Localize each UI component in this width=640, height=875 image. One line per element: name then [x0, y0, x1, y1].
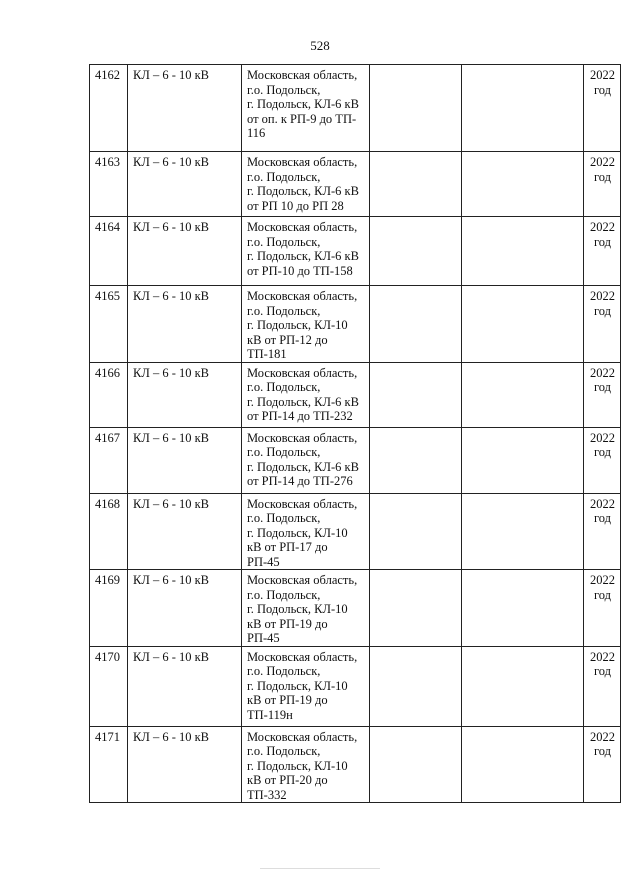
empty-cell: [462, 427, 584, 493]
address-line: г.о. Подольск,: [247, 664, 321, 678]
line-type-cell: КЛ – 6 - 10 кВ: [128, 65, 242, 152]
empty-cell: [370, 65, 462, 152]
line-type-cell: КЛ – 6 - 10 кВ: [128, 152, 242, 217]
empty-cell: [370, 217, 462, 286]
line-type-cell: КЛ – 6 - 10 кВ: [128, 217, 242, 286]
row-number-cell: 4164: [90, 217, 128, 286]
address-line: от РП 10 до РП 28: [247, 198, 344, 213]
row-number-cell: 4162: [90, 65, 128, 152]
address-cell: [242, 286, 370, 363]
address-line: Московская область,: [247, 496, 358, 511]
year-cell: [584, 152, 621, 217]
year-line: 2022: [590, 649, 615, 664]
row-number-cell: 4170: [90, 646, 128, 726]
line-type-cell: КЛ – 6 - 10 кВ: [128, 570, 242, 647]
address-line: кВ от РП-19 до: [247, 616, 328, 631]
year-line: 2022: [590, 496, 615, 511]
register-table-body: [90, 65, 621, 803]
address-line: г.о. Подольск,: [247, 380, 321, 394]
line-type-cell: КЛ – 6 - 10 кВ: [128, 493, 242, 570]
line-type-cell: КЛ – 6 - 10 кВ: [128, 362, 242, 427]
address-cell: [242, 217, 370, 286]
row-number-cell: 4167: [90, 427, 128, 493]
address-line: кВ от РП-12 до: [247, 332, 328, 347]
empty-cell: [462, 65, 584, 152]
year-cell: [584, 362, 621, 427]
address-line: Московская область,: [247, 68, 358, 82]
line-type-cell: КЛ – 6 - 10 кВ: [128, 427, 242, 493]
year-line: год: [593, 169, 612, 184]
address-line: ТП-332: [247, 787, 287, 802]
page-number: 528: [310, 38, 330, 53]
address-line: г. Подольск, КЛ-10: [247, 525, 348, 540]
year-line: 2022: [590, 729, 615, 744]
empty-cell: [370, 286, 462, 363]
address-cell: [242, 427, 370, 493]
empty-cell: [370, 427, 462, 493]
empty-cell: [462, 570, 584, 647]
address-line: г.о. Подольск,: [247, 234, 321, 249]
address-line: г. Подольск, КЛ-10: [247, 678, 348, 693]
address-cell: [242, 152, 370, 217]
address-line: г.о. Подольск,: [247, 445, 321, 459]
table-row: [90, 65, 621, 152]
address-cell: [242, 646, 370, 726]
address-line: г. Подольск, КЛ-10: [247, 758, 348, 773]
address-line: г. Подольск, КЛ-6 кВ: [247, 459, 359, 474]
address-line: Московская область,: [247, 289, 358, 303]
year-line: 2022: [590, 430, 615, 445]
table-row: [90, 726, 621, 803]
table-row: [90, 570, 621, 647]
year-line: 2022: [590, 365, 615, 380]
address-line: от оп. к РП-9 до ТП-: [247, 111, 357, 126]
address-cell: [242, 362, 370, 427]
row-number-cell: 4168: [90, 493, 128, 570]
year-line: год: [593, 380, 612, 394]
year-line: год: [593, 445, 612, 459]
empty-cell: [462, 152, 584, 217]
empty-cell: [462, 646, 584, 726]
year-line: год: [593, 82, 612, 97]
table-row: [90, 427, 621, 493]
year-line: год: [593, 587, 612, 602]
empty-cell: [462, 493, 584, 570]
line-type-cell: КЛ – 6 - 10 кВ: [128, 726, 242, 803]
address-cell: [242, 493, 370, 570]
row-number-cell: 4163: [90, 152, 128, 217]
year-cell: [584, 427, 621, 493]
address-line: Московская область,: [247, 649, 358, 664]
address-line: кВ от РП-20 до: [247, 773, 328, 787]
address-line: Московская область,: [247, 729, 358, 744]
address-line: г.о. Подольск,: [247, 744, 321, 758]
year-cell: [584, 217, 621, 286]
year-line: год: [593, 511, 612, 525]
empty-cell: [370, 726, 462, 803]
empty-cell: [370, 493, 462, 570]
table-row: [90, 286, 621, 363]
row-number-cell: 4171: [90, 726, 128, 803]
line-type-cell: КЛ – 6 - 10 кВ: [128, 646, 242, 726]
line-type-cell: КЛ – 6 - 10 кВ: [128, 286, 242, 363]
year-cell: [584, 493, 621, 570]
address-line: РП-45: [247, 631, 280, 645]
year-cell: [584, 65, 621, 152]
address-line: кВ от РП-17 до: [247, 540, 328, 554]
year-line: год: [593, 234, 612, 249]
address-line: г. Подольск, КЛ-6 кВ: [247, 394, 359, 409]
year-line: 2022: [590, 573, 615, 587]
empty-cell: [370, 152, 462, 217]
address-line: Московская область,: [247, 573, 358, 587]
year-line: 2022: [590, 68, 615, 82]
year-cell: [584, 726, 621, 803]
address-line: Московская область,: [247, 365, 358, 380]
year-line: 2022: [590, 220, 615, 234]
year-line: год: [593, 664, 612, 678]
year-cell: [584, 646, 621, 726]
year-line: 2022: [590, 289, 615, 303]
address-line: кВ от РП-19 до: [247, 693, 328, 707]
empty-cell: [370, 362, 462, 427]
empty-cell: [462, 217, 584, 286]
address-line: г.о. Подольск,: [247, 587, 321, 602]
row-number-cell: 4165: [90, 286, 128, 363]
table-row: [90, 362, 621, 427]
address-cell: [242, 726, 370, 803]
table-row: [90, 217, 621, 286]
address-line: г. Подольск, КЛ-6 кВ: [247, 249, 359, 263]
address-line: г. Подольск, КЛ-6 кВ: [247, 97, 359, 111]
year-line: 2022: [590, 155, 615, 169]
year-line: год: [593, 303, 612, 318]
address-line: г.о. Подольск,: [247, 511, 321, 525]
address-line: г. Подольск, КЛ-10: [247, 318, 348, 332]
address-line: от РП-14 до ТП-232: [247, 409, 353, 423]
table-row: [90, 646, 621, 726]
address-line: от РП-14 до ТП-276: [247, 474, 353, 488]
scan-artifact-line: [260, 868, 380, 869]
address-line: 116: [247, 126, 266, 140]
address-line: Московская область,: [247, 430, 358, 445]
empty-cell: [370, 570, 462, 647]
empty-cell: [462, 726, 584, 803]
address-line: РП-45: [247, 554, 280, 569]
row-number-cell: 4166: [90, 362, 128, 427]
empty-cell: [462, 286, 584, 363]
address-line: от РП-10 до ТП-158: [247, 263, 353, 278]
address-line: г. Подольск, КЛ-6 кВ: [247, 184, 359, 198]
address-line: ТП-119н: [247, 707, 293, 722]
address-line: г.о. Подольск,: [247, 169, 321, 184]
table-row: [90, 493, 621, 570]
address-line: ТП-181: [247, 347, 287, 361]
address-line: г.о. Подольск,: [247, 82, 321, 97]
address-line: г.о. Подольск,: [247, 303, 321, 318]
register-table: [89, 64, 621, 803]
empty-cell: [370, 646, 462, 726]
address-line: г. Подольск, КЛ-10: [247, 602, 348, 616]
year-line: год: [593, 744, 612, 758]
address-cell: [242, 570, 370, 647]
row-number-cell: 4169: [90, 570, 128, 647]
address-cell: [242, 65, 370, 152]
year-cell: [584, 570, 621, 647]
table-row: [90, 152, 621, 217]
address-line: Московская область,: [247, 220, 358, 234]
year-cell: [584, 286, 621, 363]
address-line: Московская область,: [247, 155, 358, 169]
empty-cell: [462, 362, 584, 427]
